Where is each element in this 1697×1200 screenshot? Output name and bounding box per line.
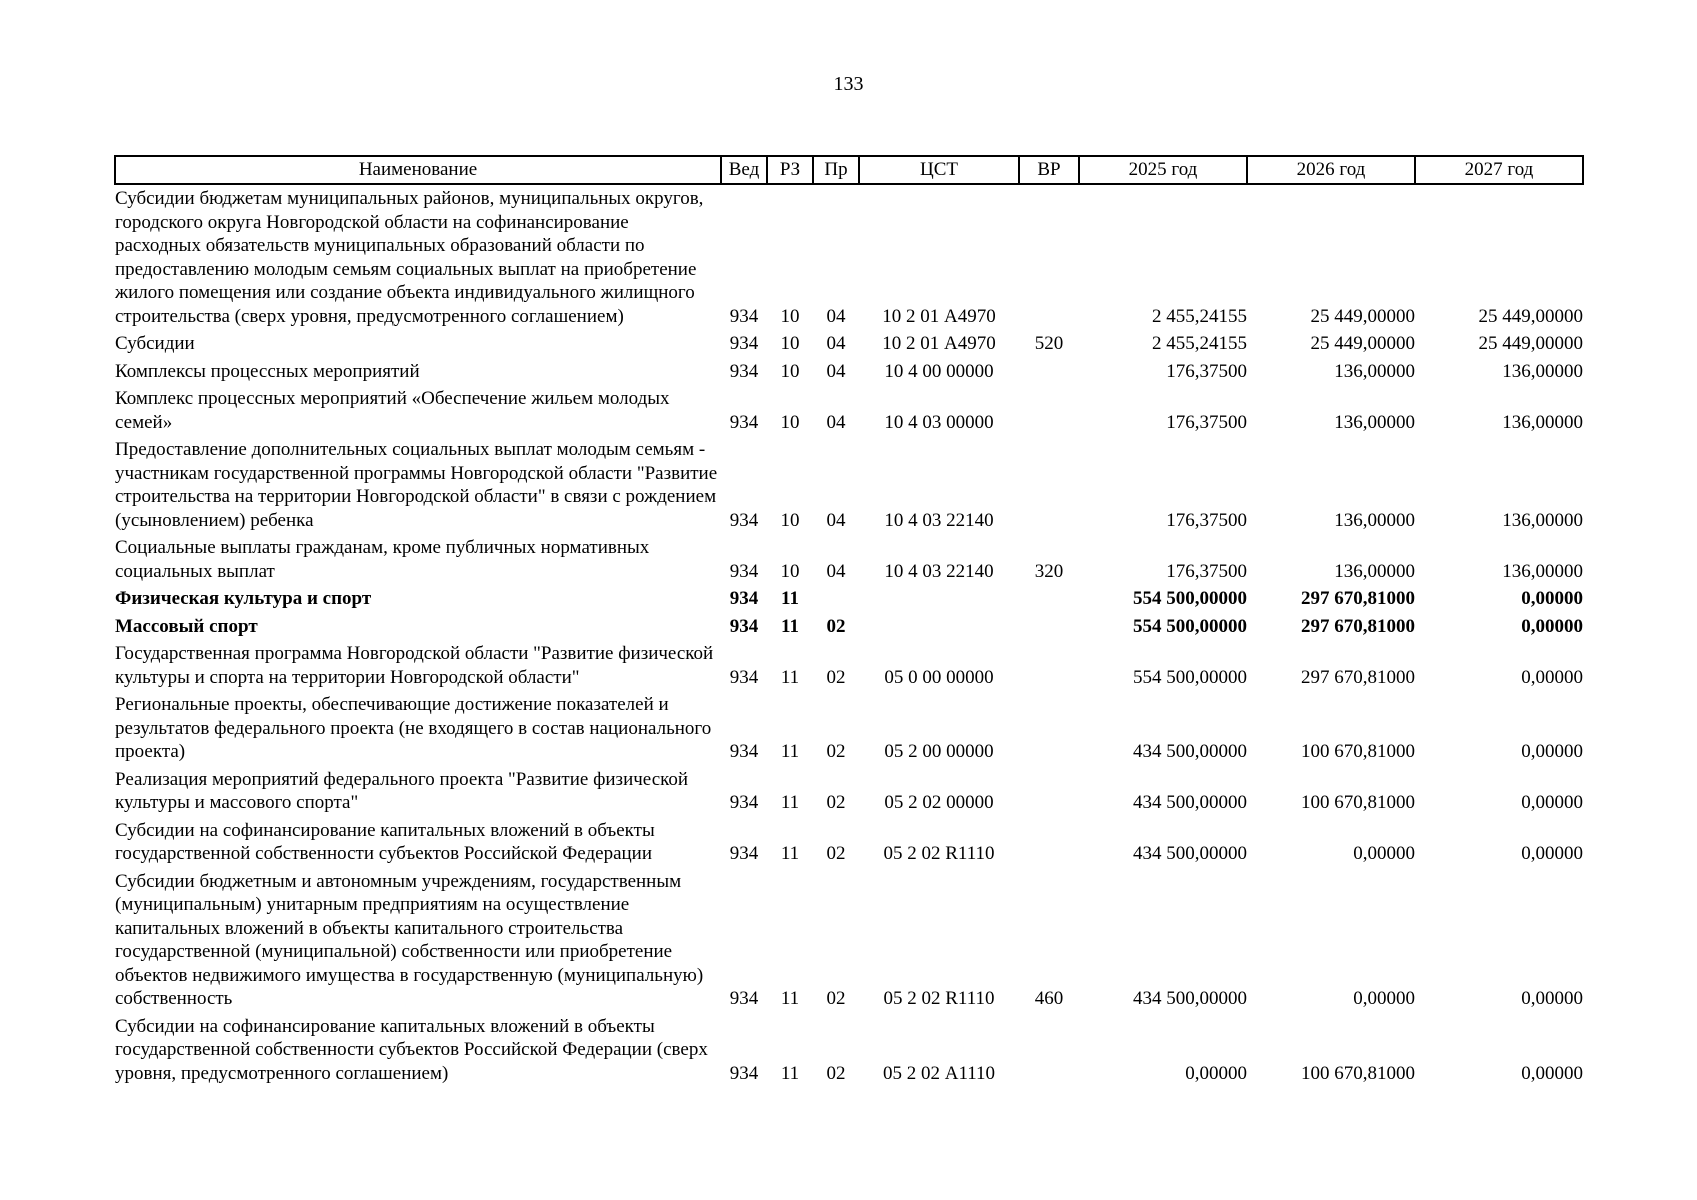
cell-2027: 0,00000	[1521, 988, 1583, 1009]
cell-2026: 136,00000	[1334, 560, 1415, 582]
cell-2027: 136,00000	[1502, 560, 1583, 582]
cell-name: Социальные выплаты гражданам, кроме публичных нормативных социальных выплат	[115, 537, 650, 582]
cell-cst: 05 2 02 R1110	[883, 988, 995, 1009]
cell-vr	[1019, 640, 1079, 691]
cell-2027: 136,00000	[1502, 509, 1583, 531]
cell-2025: 2 455,24155	[1152, 333, 1247, 354]
cell-ved: 934	[729, 666, 759, 688]
cell-ved: 934	[729, 615, 759, 637]
cell-2025: 554 500,00000	[1133, 588, 1247, 609]
table-row	[115, 766, 1583, 817]
cell-2027: 0,00000	[1521, 741, 1583, 762]
cell-2026: 136,00000	[1334, 360, 1415, 382]
cell-2027: 0,00000	[1521, 792, 1583, 813]
cell-cst: 10 4 03 22140	[884, 509, 994, 531]
cell-pr: 04	[826, 411, 846, 433]
cell-2027: 0,00000	[1521, 666, 1583, 688]
cell-vr	[1019, 184, 1079, 330]
cell-ved: 934	[729, 792, 759, 813]
header-2027: 2027 год	[1415, 156, 1583, 184]
cell-ved: 934	[729, 741, 759, 762]
cell-2025: 554 500,00000	[1133, 615, 1247, 637]
cell-2027: 136,00000	[1502, 411, 1583, 433]
header-2025: 2025 год	[1079, 156, 1247, 184]
header-rz: РЗ	[767, 156, 813, 184]
cell-cst: 05 2 02 00000	[884, 792, 994, 813]
cell-name: Физическая культура и спорт	[115, 588, 372, 609]
cell-rz: 11	[780, 666, 800, 688]
cell-pr: 04	[826, 305, 846, 327]
cell-pr: 02	[826, 988, 846, 1009]
cell-2025: 176,37500	[1166, 360, 1247, 382]
cell-rz: 11	[780, 1062, 800, 1084]
cell-cst: 10 4 03 22140	[884, 560, 994, 582]
cell-rz: 11	[780, 988, 800, 1009]
cell-2026: 25 449,00000	[1310, 305, 1415, 327]
cell-rz: 10	[780, 360, 800, 382]
cell-cst: 05 2 02 R1110	[883, 843, 995, 864]
table-row	[115, 534, 1583, 585]
cell-vr	[1019, 585, 1079, 613]
cell-2026: 297 670,81000	[1301, 666, 1415, 688]
cell-2025: 554 500,00000	[1133, 666, 1247, 688]
cell-2025: 176,37500	[1166, 560, 1247, 582]
cell-cst: 10 4 03 00000	[884, 411, 994, 433]
table-row-section	[115, 585, 1583, 613]
cell-rz: 11	[780, 741, 800, 762]
cell-2027: 0,00000	[1521, 1062, 1583, 1084]
cell-ved: 934	[729, 1062, 759, 1084]
cell-2025: 434 500,00000	[1133, 741, 1247, 762]
table-row	[115, 817, 1583, 868]
cell-name: Предоставление дополнительных социальных выплат молодым семьям - участникам государственной программы Новгородской области "Развитие строительства на территории Новгородской области" в связи с рождением (усыновлением) ребенка	[115, 439, 718, 531]
cell-2026: 25 449,00000	[1310, 333, 1415, 354]
cell-pr: 02	[826, 615, 846, 637]
cell-2027: 136,00000	[1502, 360, 1583, 382]
cell-vr: 460	[1034, 988, 1064, 1009]
cell-ved: 934	[729, 411, 759, 433]
cell-name: Комплекс процессных мероприятий «Обеспечение жильем молодых семей»	[115, 388, 670, 433]
table-row	[115, 385, 1583, 436]
cell-2026: 136,00000	[1334, 411, 1415, 433]
cell-name: Субсидии на софинансирование капитальных вложений в объекты государственной собственности субъектов Российской Федерации	[115, 819, 655, 864]
cell-name: Субсидии бюджетам муниципальных районов, муниципальных округов, городского округа Новгородской области на софинансирование расходных обязательств муниципальных образований области по предоставлению молодым семьям социальных выплат на приобретение жилого помещения или создание объекта индивидуального жилищного строительства (сверх уровня, предусмотренного соглашением)	[115, 188, 704, 327]
cell-vr	[1019, 436, 1079, 534]
cell-2025: 0,00000	[1185, 1062, 1247, 1084]
cell-2026: 297 670,81000	[1301, 588, 1415, 609]
cell-vr	[1019, 358, 1079, 386]
cell-2027: 25 449,00000	[1478, 305, 1583, 327]
cell-ved: 934	[729, 333, 759, 354]
cell-pr: 02	[826, 741, 846, 762]
cell-pr: 02	[826, 843, 846, 864]
table-row	[115, 184, 1583, 330]
cell-pr: 04	[826, 509, 846, 531]
cell-vr: 520	[1034, 333, 1064, 354]
cell-2026: 100 670,81000	[1301, 1062, 1415, 1084]
cell-ved: 934	[729, 360, 759, 382]
cell-vr: 320	[1034, 560, 1064, 582]
cell-vr	[1019, 817, 1079, 868]
header-2026: 2026 год	[1247, 156, 1415, 184]
cell-2026: 297 670,81000	[1301, 615, 1415, 637]
table-row-subsection	[115, 613, 1583, 641]
cell-cst	[859, 613, 1019, 641]
cell-rz: 11	[781, 615, 799, 637]
cell-2026: 100 670,81000	[1301, 741, 1415, 762]
cell-2026: 0,00000	[1353, 843, 1415, 864]
cell-pr	[813, 585, 859, 613]
cell-pr: 04	[826, 333, 846, 354]
cell-name: Реализация мероприятий федерального проекта "Развитие физической культуры и массового спорта"	[115, 768, 689, 813]
table-row	[115, 691, 1583, 766]
table-row	[115, 358, 1583, 386]
cell-rz: 10	[780, 560, 800, 582]
cell-2027: 0,00000	[1521, 843, 1583, 864]
table-row	[115, 640, 1583, 691]
header-name: Наименование	[115, 156, 721, 184]
budget-table	[114, 155, 1584, 1087]
cell-rz: 11	[780, 792, 800, 813]
cell-cst: 05 2 02 А1110	[882, 1062, 996, 1084]
cell-vr	[1019, 385, 1079, 436]
table-row	[115, 330, 1583, 358]
cell-2026: 100 670,81000	[1301, 792, 1415, 813]
cell-vr	[1019, 766, 1079, 817]
cell-pr: 02	[826, 792, 846, 813]
cell-pr: 04	[826, 560, 846, 582]
cell-name: Субсидии	[115, 333, 195, 354]
cell-cst: 10 2 01 А4970	[882, 305, 996, 327]
cell-vr	[1019, 1013, 1079, 1088]
header-cst: ЦСТ	[859, 156, 1019, 184]
cell-2027: 0,00000	[1521, 615, 1583, 637]
cell-name: Региональные проекты, обеспечивающие достижение показателей и результатов федерального проекта (не входящего в состав национального проекта)	[115, 694, 712, 762]
cell-name: Массовый спорт	[115, 615, 258, 637]
header-vr: ВР	[1019, 156, 1079, 184]
cell-rz: 10	[780, 333, 800, 354]
table-row	[115, 436, 1583, 534]
cell-rz: 10	[780, 509, 800, 531]
cell-pr: 02	[826, 666, 846, 688]
cell-2025: 176,37500	[1166, 411, 1247, 433]
cell-pr: 02	[826, 1062, 846, 1084]
cell-ved: 934	[729, 509, 759, 531]
cell-ved: 934	[729, 588, 759, 609]
cell-cst: 10 2 01 А4970	[882, 333, 996, 354]
cell-rz: 11	[781, 588, 799, 609]
cell-ved: 934	[729, 305, 759, 327]
cell-2026: 0,00000	[1353, 988, 1415, 1009]
cell-ved: 934	[729, 560, 759, 582]
cell-vr	[1019, 691, 1079, 766]
cell-cst: 10 4 00 00000	[884, 360, 994, 382]
cell-vr	[1019, 613, 1079, 641]
cell-2025: 2 455,24155	[1152, 305, 1247, 327]
cell-2027: 25 449,00000	[1478, 333, 1583, 354]
cell-2026: 136,00000	[1334, 509, 1415, 531]
cell-cst: 05 0 00 00000	[884, 666, 994, 688]
cell-rz: 11	[780, 843, 800, 864]
header-pr: Пр	[813, 156, 859, 184]
cell-2027: 0,00000	[1521, 588, 1583, 609]
cell-pr: 04	[826, 360, 846, 382]
header-ved: Вед	[721, 156, 767, 184]
cell-name: Субсидии на софинансирование капитальных вложений в объекты государственной собственности субъектов Российской Федерации (сверх уровня, предусмотренного соглашением)	[115, 1015, 708, 1084]
table-row	[115, 868, 1583, 1013]
cell-name: Субсидии бюджетным и автономным учреждениям, государственным (муниципальным) унитарным предприятиям на осуществление капитальных вложений в объекты капитального строительства государственной (муниципальной) собственности или приобретение объектов недвижимого имущества в государственную (муниципальную) собственность	[115, 870, 704, 1009]
cell-cst: 05 2 00 00000	[884, 741, 994, 762]
table-header-row	[115, 156, 1583, 184]
cell-ved: 934	[729, 988, 759, 1009]
cell-ved: 934	[729, 843, 759, 864]
cell-2025: 176,37500	[1166, 509, 1247, 531]
page-number: 133	[833, 73, 864, 95]
cell-rz: 10	[780, 411, 800, 433]
cell-name: Государственная программа Новгородской области "Развитие физической культуры и спорта на территории Новгородской области"	[115, 643, 714, 688]
cell-rz: 10	[780, 305, 800, 327]
cell-cst	[859, 585, 1019, 613]
cell-2025: 434 500,00000	[1133, 792, 1247, 813]
cell-2025: 434 500,00000	[1133, 988, 1247, 1009]
table-row	[115, 1013, 1583, 1088]
cell-name: Комплексы процессных мероприятий	[115, 360, 420, 382]
cell-2025: 434 500,00000	[1133, 843, 1247, 864]
